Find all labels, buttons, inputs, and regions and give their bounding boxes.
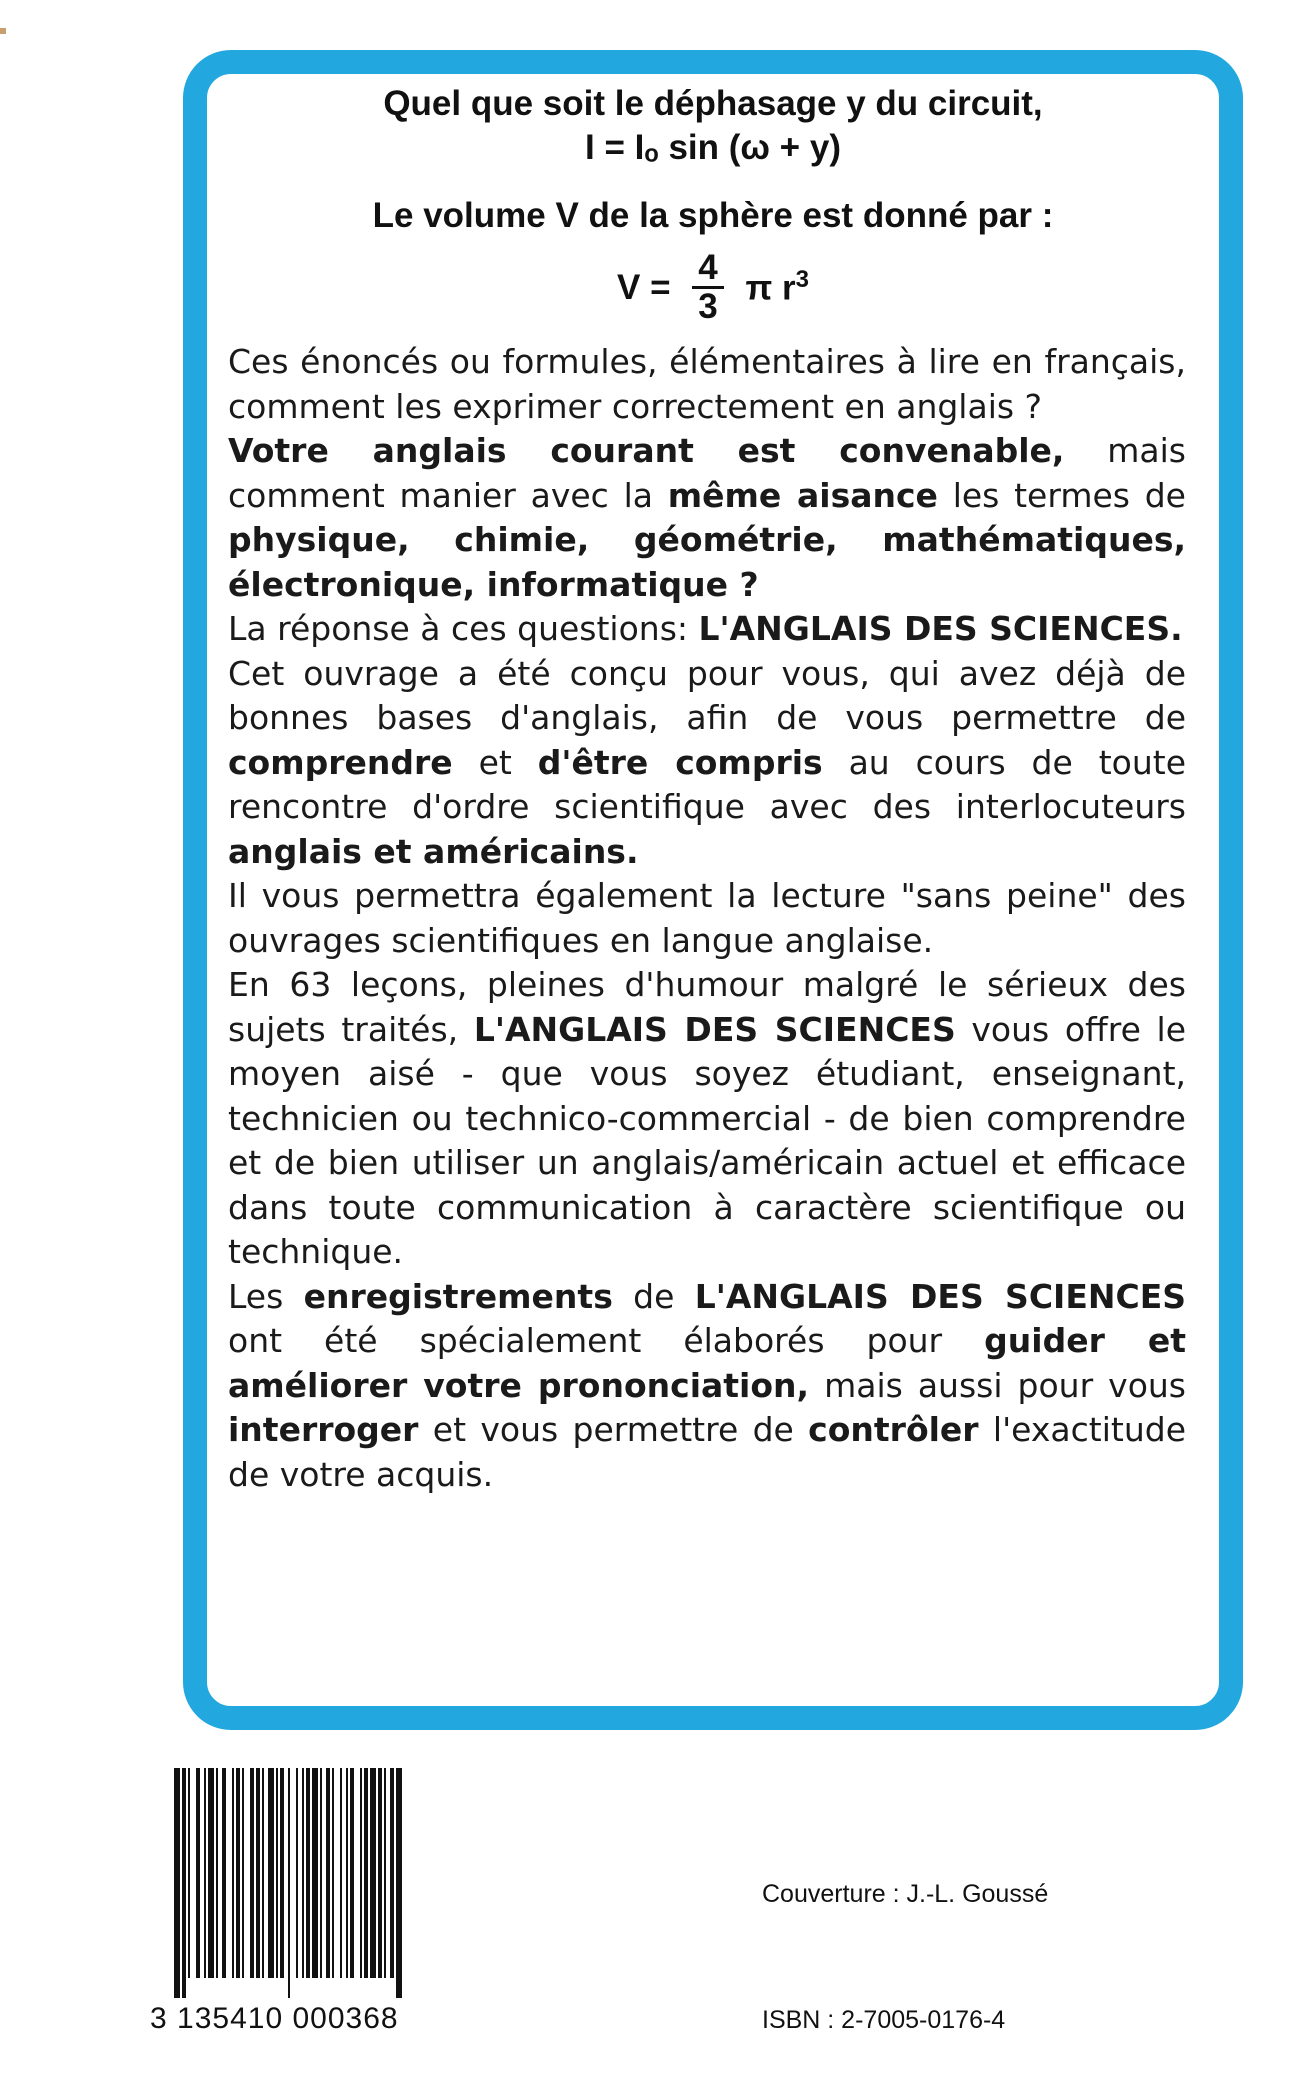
barcode-bar bbox=[384, 1768, 386, 1978]
barcode-bar bbox=[302, 1768, 304, 1978]
barcode-bar bbox=[332, 1768, 334, 1978]
text-run: les termes de bbox=[937, 475, 1186, 515]
bold-run: anglais et américains. bbox=[228, 831, 639, 871]
sphere-volume-equation bbox=[207, 248, 1219, 326]
bold-run: même aisance bbox=[667, 475, 938, 515]
text-run: ont été spécialement élaborés pour bbox=[228, 1321, 985, 1360]
barcode-bar bbox=[320, 1768, 322, 1978]
barcode-bar bbox=[350, 1768, 354, 1978]
isbn: ISBN : 2-7005-0176-4 bbox=[762, 2006, 1006, 2034]
barcode-bar bbox=[174, 1768, 180, 1998]
barcode-bar bbox=[312, 1768, 318, 1978]
bold-run: L'ANGLAIS DES SCIENCES bbox=[473, 1009, 956, 1049]
formula-1-equation: I = Iₒ sin (ω + y) bbox=[585, 128, 841, 167]
paragraph bbox=[228, 429, 1186, 607]
scan-mark bbox=[0, 28, 6, 34]
barcode-bar bbox=[242, 1768, 244, 1978]
text-run: Les bbox=[228, 1276, 304, 1316]
formula-intro-2 bbox=[207, 194, 1219, 238]
barcode-bar bbox=[390, 1768, 394, 1978]
paragraph bbox=[228, 1275, 1186, 1498]
barcode-bar bbox=[188, 1768, 190, 1978]
barcode-bar bbox=[196, 1768, 200, 1978]
formula-intro-1 bbox=[207, 82, 1219, 170]
equation-rhs bbox=[745, 266, 809, 309]
barcode-bar bbox=[326, 1768, 330, 1978]
barcode-bar bbox=[204, 1768, 206, 1978]
formula-2-sentence: Le volume V de la sphère est donné par : bbox=[372, 196, 1054, 235]
text-run: Il vous permettra également la lecture "sans peine" des ouvrages scientifiques en langue anglaise. bbox=[228, 876, 1186, 960]
exponent: 3 bbox=[795, 266, 809, 294]
bold-run: comprendre bbox=[228, 742, 453, 782]
text-run: En 63 leçons, pleines d'humour malgré le sérieux des sujets traités, bbox=[228, 965, 1186, 1049]
paragraph bbox=[228, 607, 1186, 652]
text-run: La réponse à ces questions: bbox=[228, 609, 699, 648]
text-run: au cours de toute rencontre d'ordre scientifique avec des interlocuteurs bbox=[228, 742, 1186, 826]
formula-1-sentence: Quel que soit le déphasage y du circuit, bbox=[383, 84, 1043, 123]
barcode-bar bbox=[232, 1768, 234, 1978]
barcode-bar bbox=[236, 1768, 240, 1978]
barcode-bar bbox=[340, 1768, 342, 1978]
barcode-bar bbox=[182, 1768, 186, 1998]
text-run: et bbox=[452, 742, 538, 782]
fraction-denominator: 3 bbox=[698, 287, 718, 326]
barcode-number: 3 135410 000368 bbox=[150, 2002, 399, 2035]
bold-run: physique, chimie, géométrie, mathématiques, électronique, informatique ? bbox=[228, 520, 1186, 604]
bold-run: contrôler bbox=[808, 1410, 979, 1449]
paragraph bbox=[228, 340, 1186, 429]
barcode-bar bbox=[296, 1768, 298, 1978]
bold-run: guider et améliorer votre prononciation, bbox=[228, 1321, 1187, 1405]
text-run: mais aussi pour vous bbox=[809, 1365, 1186, 1405]
fraction bbox=[692, 250, 723, 325]
paragraph bbox=[228, 963, 1186, 1275]
barcode-bar bbox=[216, 1768, 218, 1978]
text-run: Cet ouvrage a été conçu pour vous, qui avez déjà de bonnes bases d'anglais, afin de vous permettre de bbox=[228, 653, 1186, 737]
text-run: mais comment manier avec la bbox=[228, 431, 1186, 515]
barcode-bar bbox=[306, 1768, 310, 1978]
bold-run: L'ANGLAIS DES SCIENCES. bbox=[698, 609, 1183, 648]
barcode-bar bbox=[222, 1768, 226, 1978]
text-run: et vous permettre de bbox=[418, 1410, 809, 1449]
text-run: vous offre le moyen aisé - que vous soyez étudiant, enseignant, technicien ou technico-commercial - de bien comprendre et de bien utiliser un anglais/américain actuel et efficace dans toute communication à caractère scientifique ou technique. bbox=[228, 1009, 1187, 1271]
equation-lhs: V = bbox=[617, 267, 671, 307]
bold-run: interroger bbox=[228, 1410, 419, 1449]
barcode-bar bbox=[370, 1768, 376, 1978]
bold-run: enregistrements bbox=[303, 1276, 613, 1316]
barcode-bar bbox=[208, 1768, 214, 1978]
barcode-bar bbox=[360, 1768, 362, 1978]
barcode-bar bbox=[364, 1768, 368, 1978]
barcode-bar bbox=[250, 1768, 254, 1978]
barcode-bar bbox=[280, 1768, 284, 1978]
text-run: Ces énoncés ou formules, élémentaires à lire en français, comment les exprimer correctement en anglais ? bbox=[228, 342, 1186, 426]
paragraph bbox=[228, 874, 1186, 963]
bold-run: L'ANGLAIS DES SCIENCES bbox=[694, 1276, 1187, 1316]
barcode-bar bbox=[256, 1768, 260, 1978]
barcode-bar bbox=[378, 1768, 382, 1978]
text-run: l'exactitude de votre acquis. bbox=[228, 1410, 1186, 1494]
fraction-numerator: 4 bbox=[692, 250, 723, 289]
barcode-bar bbox=[276, 1768, 278, 1978]
barcode-bar bbox=[346, 1768, 348, 1978]
pi-r: π r bbox=[745, 268, 796, 308]
barcode bbox=[172, 1768, 472, 1998]
barcode-bar bbox=[288, 1768, 290, 1998]
text-run: de bbox=[612, 1276, 695, 1316]
paragraph bbox=[228, 652, 1186, 875]
cover-credit: Couverture : J.-L. Goussé bbox=[762, 1880, 1049, 1908]
barcode-bar bbox=[268, 1768, 274, 1978]
barcode-bar bbox=[396, 1768, 402, 1998]
bold-run: Votre anglais courant est convenable, bbox=[228, 431, 1065, 470]
bold-run: d'être compris bbox=[537, 742, 823, 782]
description-text bbox=[228, 340, 1186, 1497]
barcode-bar bbox=[262, 1768, 264, 1978]
